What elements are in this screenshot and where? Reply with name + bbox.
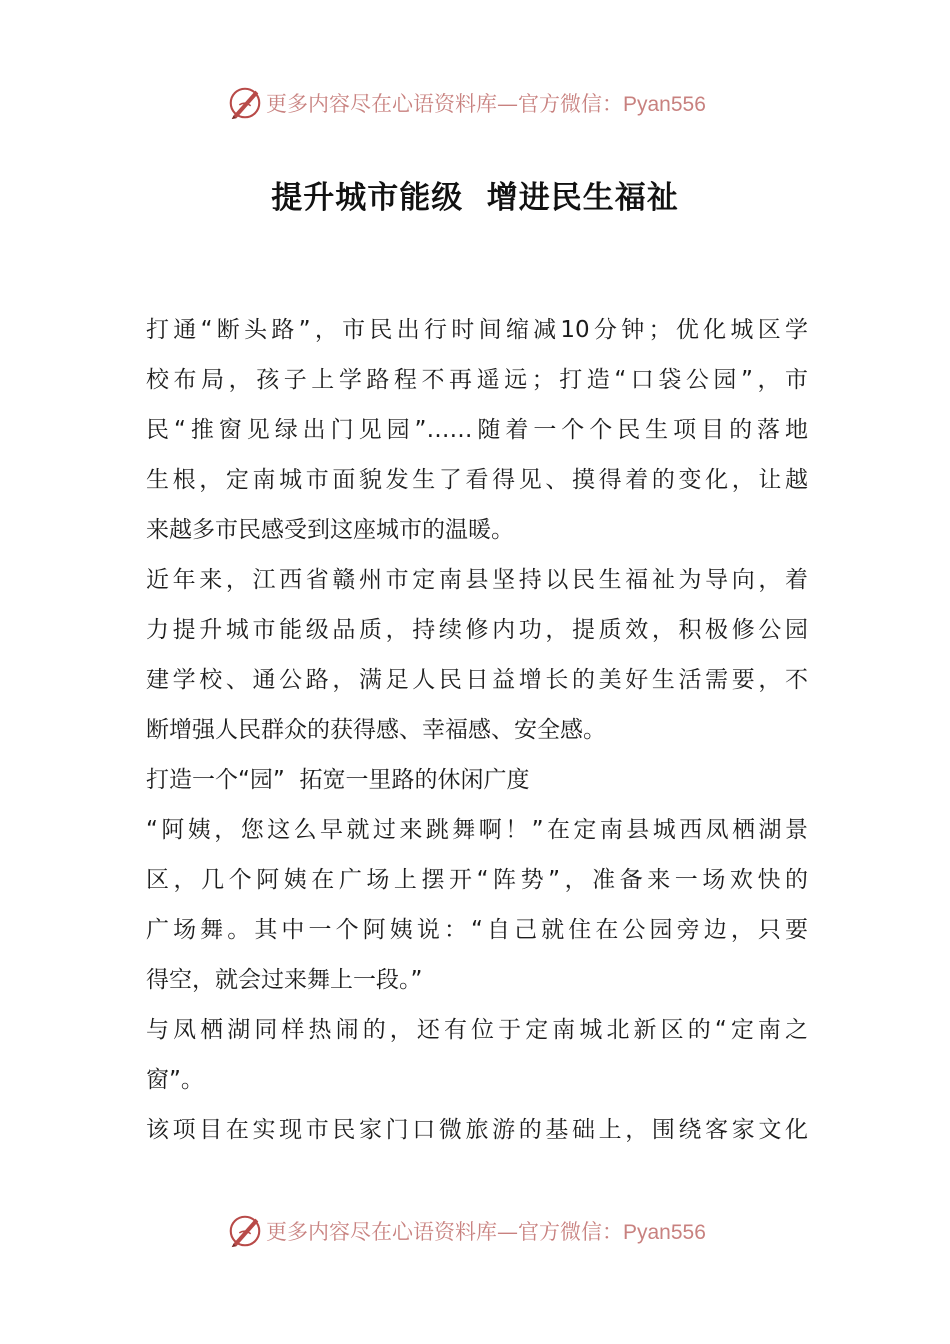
body-line: 校布局，孩子上学路程不再遥远；打造“口袋公园”，市 (146, 367, 808, 393)
document-title: 提升城市能级 增进民生福祉 (271, 180, 679, 216)
body-line: 来越多市民感受到这座城市的温暖。 (146, 517, 514, 543)
body-line: 与凤栖湖同样热闹的，还有位于定南城北新区的“定南之 (146, 1017, 808, 1043)
body-line: 建学校、通公路，满足人民日益增长的美好生活需要，不 (146, 667, 808, 693)
body-line: 广场舞。其中一个阿姨说：“自己就住在公园旁边，只要 (146, 917, 808, 943)
body-line: 断增强人民群众的获得感、幸福感、安全感。 (146, 717, 606, 743)
wechat-id: Pyan556 (623, 93, 706, 116)
pen-circle-icon (226, 84, 264, 122)
body-line: 力提升城市能级品质，持续修内功，提质效，积极修公园 (146, 617, 808, 643)
wechat-id: Pyan556 (623, 1221, 706, 1244)
header-watermark (226, 83, 746, 123)
body-line: 近年来，江西省赣州市定南县坚持以民生福祉为导向，着 (146, 567, 808, 593)
watermark-text: 更多内容尽在心语资料库—官方微信： (266, 92, 623, 116)
pen-circle-icon (226, 1212, 264, 1250)
article-body (146, 305, 808, 1155)
section-heading: 打造一个“园” 拓宽一里路的休闲广度 (146, 767, 530, 793)
watermark-text: 更多内容尽在心语资料库—官方微信： (266, 1220, 623, 1244)
body-line: 得空，就会过来舞上一段。” (146, 967, 423, 993)
footer-watermark (226, 1211, 746, 1251)
body-line: 民“推窗见绿出门见园”……随着一个个民生项目的落地 (146, 417, 808, 443)
body-line: 窗”。 (146, 1067, 204, 1093)
body-line: 生根，定南城市面貌发生了看得见、摸得着的变化，让越 (146, 467, 808, 493)
body-line: 区，几个阿姨在广场上摆开“阵势”，准备来一场欢快的 (146, 867, 808, 893)
body-line: “阿姨，您这么早就过来跳舞啊！”在定南县城西凤栖湖景 (146, 817, 808, 843)
body-line: 打通“断头路”，市民出行时间缩减10分钟；优化城区学 (146, 317, 808, 343)
body-line: 该项目在实现市民家门口微旅游的基础上，围绕客家文化 (146, 1117, 808, 1143)
